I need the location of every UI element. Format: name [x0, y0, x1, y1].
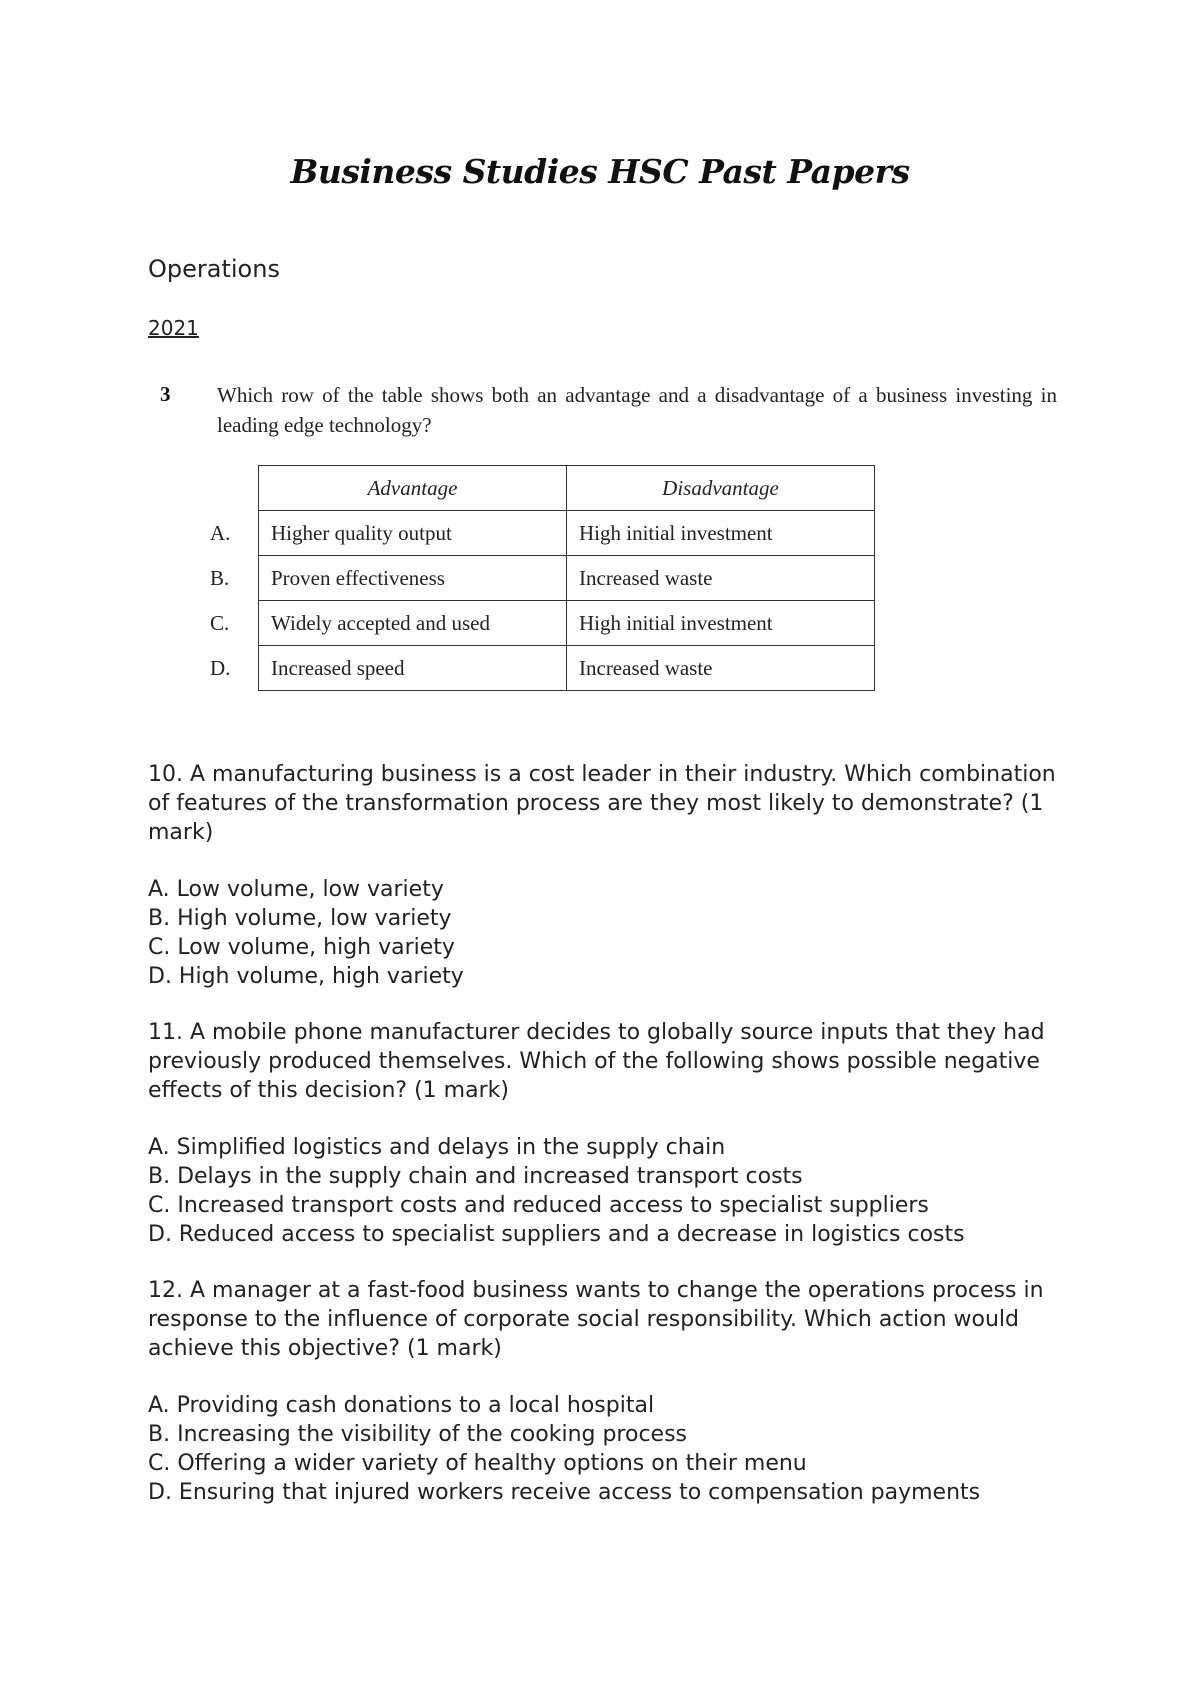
question-10-option-d: D. High volume, high variety: [148, 964, 464, 989]
table-header-row: [210, 466, 875, 511]
question-11-stem: 11. A mobile phone manufacturer decides to globally source inputs that they had previously produced themselves. Which of the following shows possible negative effects of this decision? (1 mark): [148, 1020, 1045, 1103]
row-disadvantage: High initial investment: [567, 601, 875, 646]
row-disadvantage: High initial investment: [567, 511, 875, 556]
question-12-stem: 12. A manager at a fast-food business wants to change the operations process in response to the influence of corporate social responsibility. Which action would achieve this objective? (1 mark): [148, 1278, 1044, 1361]
question-12-option-b: B. Increasing the visibility of the cooking process: [148, 1422, 688, 1447]
section-heading: Operations: [148, 255, 280, 283]
question-10-option-c: C. Low volume, high variety: [148, 935, 455, 960]
table-header-spacer: [210, 466, 259, 511]
row-disadvantage: Increased waste: [567, 646, 875, 691]
question-10-stem: 10. A manufacturing business is a cost leader in their industry. Which combination of features of the transformation process are they most likely to demonstrate? (1 mark): [148, 762, 1056, 845]
row-advantage: Increased speed: [259, 646, 567, 691]
question-12: [148, 1276, 1078, 1507]
row-letter: C.: [210, 610, 230, 635]
row-advantage: Widely accepted and used: [259, 601, 567, 646]
question-12-option-c: C. Offering a wider variety of healthy options on their menu: [148, 1451, 807, 1476]
question-10-option-b: B. High volume, low variety: [148, 906, 452, 931]
question-3-number: 3: [160, 382, 171, 406]
row-letter: D.: [210, 655, 231, 680]
table-row: [210, 511, 875, 556]
question-3-text: Which row of the table shows both an advantage and a disadvantage of a business investing in leading edge technology?: [217, 383, 1057, 437]
row-letter: A.: [210, 520, 231, 545]
row-advantage: Higher quality output: [259, 511, 567, 556]
table-header-disadvantage: Disadvantage: [567, 466, 875, 511]
document-title: Business Studies HSC Past Papers: [290, 152, 910, 191]
table-row: [210, 601, 875, 646]
row-disadvantage: Increased waste: [567, 556, 875, 601]
year-heading: 2021: [148, 316, 199, 340]
question-11-option-b: B. Delays in the supply chain and increased transport costs: [148, 1164, 803, 1189]
table-header-advantage: Advantage: [259, 466, 567, 511]
question-11: [148, 1018, 1078, 1249]
question-11-option-d: D. Reduced access to specialist suppliers and a decrease in logistics costs: [148, 1222, 965, 1247]
row-letter: B.: [210, 565, 230, 590]
question-10: [148, 760, 1078, 991]
question-11-option-c: C. Increased transport costs and reduced access to specialist suppliers: [148, 1193, 929, 1218]
question-11-option-a: A. Simplified logistics and delays in the supply chain: [148, 1135, 726, 1160]
question-10-option-a: A. Low volume, low variety: [148, 877, 444, 902]
question-3-table: [210, 465, 875, 691]
table-row: [210, 646, 875, 691]
question-12-option-d: D. Ensuring that injured workers receive access to compensation payments: [148, 1480, 981, 1505]
row-advantage: Proven effectiveness: [259, 556, 567, 601]
table-row: [210, 556, 875, 601]
question-12-option-a: A. Providing cash donations to a local hospital: [148, 1393, 655, 1418]
